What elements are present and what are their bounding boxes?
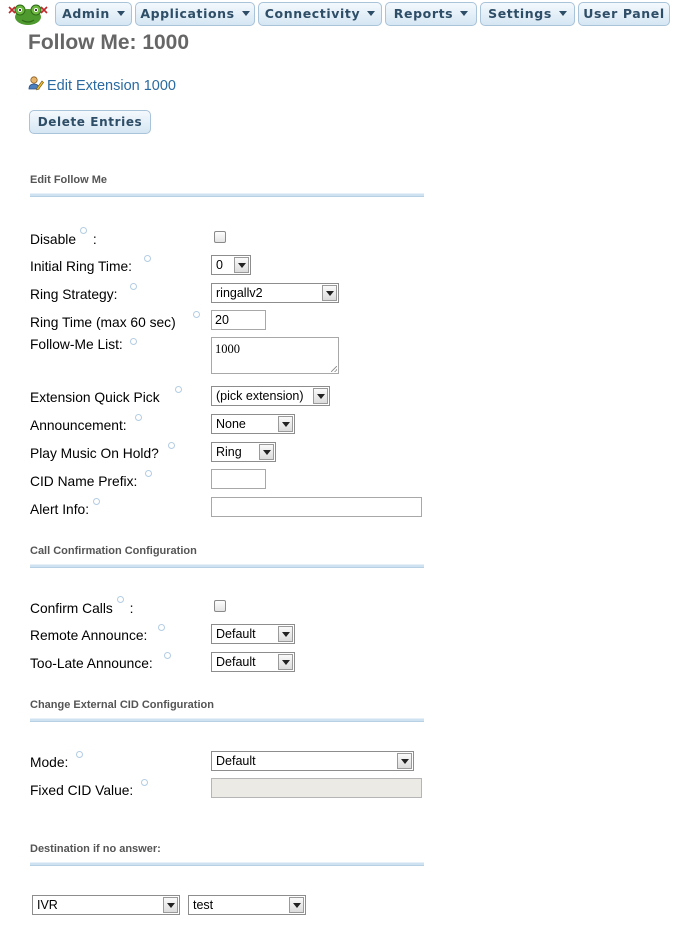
- help-icon[interactable]: [141, 779, 148, 786]
- dropdown-arrow-icon: [289, 897, 304, 913]
- remote-announce-select[interactable]: Default: [211, 624, 295, 644]
- resize-grip-icon[interactable]: [331, 366, 337, 372]
- chevron-down-icon: [367, 11, 375, 16]
- section-title-destination: Destination if no answer:: [30, 843, 161, 855]
- help-icon[interactable]: [145, 470, 152, 477]
- alert-info-input[interactable]: [211, 497, 422, 517]
- fixed-cid-value-label: Fixed CID Value:: [30, 783, 134, 798]
- help-icon[interactable]: [93, 498, 100, 505]
- menu-settings[interactable]: Settings: [480, 2, 575, 26]
- confirm-calls-checkbox[interactable]: [214, 600, 226, 612]
- dropdown-arrow-icon: [259, 444, 274, 460]
- help-icon[interactable]: [130, 283, 137, 290]
- cid-name-prefix-input[interactable]: [211, 469, 266, 489]
- dropdown-arrow-icon: [278, 416, 293, 432]
- play-moh-label: Play Music On Hold?: [30, 446, 159, 461]
- disable-label: Disable :: [30, 232, 97, 247]
- help-icon[interactable]: [175, 386, 182, 393]
- too-late-announce-label: Too-Late Announce:: [30, 656, 153, 671]
- too-late-announce-select[interactable]: Default: [211, 652, 295, 672]
- announcement-label: Announcement:: [30, 418, 127, 433]
- frog-logo-icon: [6, 1, 50, 27]
- followme-list-textarea[interactable]: 1000: [211, 337, 339, 374]
- extension-quick-pick-label: Extension Quick Pick: [30, 390, 160, 405]
- help-icon[interactable]: [168, 442, 175, 449]
- mode-select[interactable]: Default: [211, 751, 414, 771]
- destination-type-select[interactable]: IVR: [32, 895, 180, 915]
- dropdown-arrow-icon: [278, 626, 293, 642]
- section-divider: [30, 564, 424, 568]
- help-icon[interactable]: [117, 596, 124, 603]
- help-icon[interactable]: [158, 624, 165, 631]
- remote-announce-label: Remote Announce:: [30, 628, 148, 643]
- help-icon[interactable]: [130, 338, 137, 345]
- section-title-call-confirmation: Call Confirmation Configuration: [30, 545, 197, 557]
- help-icon[interactable]: [144, 255, 151, 262]
- edit-extension-link[interactable]: Edit Extension 1000: [47, 78, 176, 94]
- menu-user-panel[interactable]: User Panel: [578, 2, 670, 26]
- help-icon[interactable]: [80, 227, 87, 234]
- section-title-edit-follow-me: Edit Follow Me: [30, 174, 107, 186]
- mode-label: Mode:: [30, 755, 69, 770]
- section-divider: [30, 718, 424, 722]
- section-title-external-cid: Change External CID Configuration: [30, 699, 214, 711]
- dropdown-arrow-icon: [322, 285, 337, 301]
- fixed-cid-value-input[interactable]: [211, 778, 422, 798]
- ring-time-label: Ring Time (max 60 sec): [30, 315, 176, 330]
- user-edit-icon: [28, 75, 44, 96]
- chevron-down-icon: [117, 11, 125, 16]
- menu-connectivity[interactable]: Connectivity: [258, 2, 382, 26]
- help-icon[interactable]: [164, 652, 171, 659]
- ring-time-input[interactable]: 20: [211, 310, 266, 330]
- destination-target-select[interactable]: test: [188, 895, 306, 915]
- section-divider: [30, 193, 424, 197]
- alert-info-label: Alert Info:: [30, 502, 90, 517]
- help-icon[interactable]: [76, 751, 83, 758]
- dropdown-arrow-icon: [397, 753, 412, 769]
- cid-name-prefix-label: CID Name Prefix:: [30, 474, 138, 489]
- dropdown-arrow-icon: [313, 388, 328, 404]
- initial-ring-time-label: Initial Ring Time:: [30, 259, 132, 274]
- dropdown-arrow-icon: [278, 654, 293, 670]
- confirm-calls-label: Confirm Calls :: [30, 601, 133, 616]
- extension-quick-pick-select[interactable]: (pick extension): [211, 386, 330, 406]
- play-moh-select[interactable]: Ring: [211, 442, 276, 462]
- chevron-down-icon: [242, 11, 250, 16]
- ring-strategy-label: Ring Strategy:: [30, 287, 118, 302]
- menu-reports[interactable]: Reports: [385, 2, 477, 26]
- help-icon[interactable]: [193, 311, 200, 318]
- ring-strategy-select[interactable]: ringallv2: [211, 283, 339, 303]
- help-icon[interactable]: [135, 414, 142, 421]
- followme-list-label: Follow-Me List:: [30, 337, 123, 352]
- disable-checkbox[interactable]: [214, 231, 226, 243]
- freepbx-logo[interactable]: [6, 1, 50, 27]
- page-title: Follow Me: 1000: [28, 31, 190, 54]
- dropdown-arrow-icon: [234, 257, 249, 273]
- chevron-down-icon: [460, 11, 468, 16]
- menu-admin[interactable]: Admin: [55, 2, 132, 26]
- delete-entries-button[interactable]: Delete Entries: [29, 110, 151, 134]
- announcement-select[interactable]: None: [211, 414, 295, 434]
- section-divider: [30, 862, 424, 866]
- dropdown-arrow-icon: [163, 897, 178, 913]
- chevron-down-icon: [559, 11, 567, 16]
- initial-ring-time-select[interactable]: 0: [211, 255, 251, 275]
- menu-applications[interactable]: Applications: [135, 2, 255, 26]
